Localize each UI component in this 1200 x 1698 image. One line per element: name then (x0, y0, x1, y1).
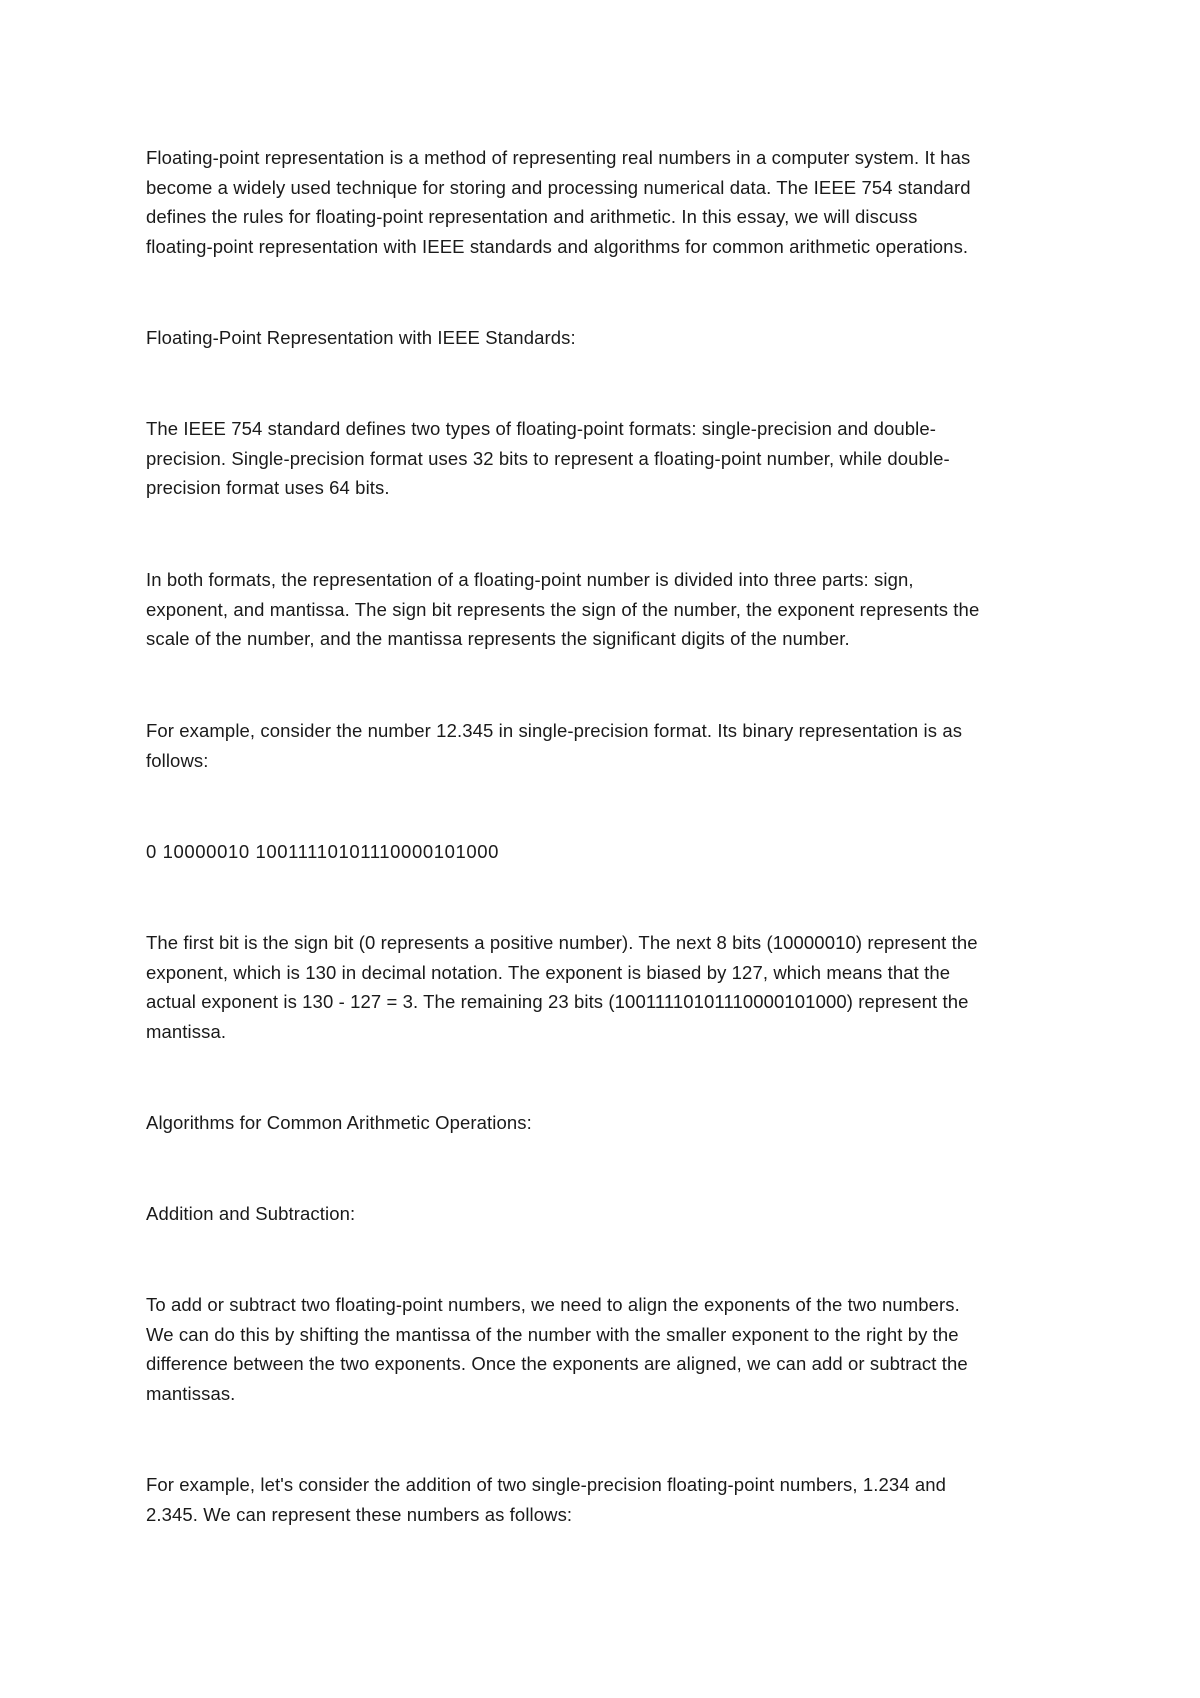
section-heading-ieee (146, 323, 1076, 353)
text-line: 2.345. We can represent these numbers as follows: (146, 1503, 573, 1525)
text-line: precision. Single-precision format uses 32 bits to represent a floating-point number, while double- (146, 447, 950, 469)
heading-text: Addition and Subtraction: (146, 1203, 356, 1224)
formats-paragraph (146, 414, 1076, 503)
text-line: difference between the two exponents. Once the exponents are aligned, we can add or subtract the (146, 1353, 968, 1374)
addition-example-paragraph (146, 1470, 1076, 1529)
text-line: exponent, which is 130 in decimal notation. The exponent is biased by 127, which means that the (146, 961, 951, 983)
example-intro-paragraph (146, 716, 1076, 775)
binary-representation (146, 837, 1076, 867)
parts-paragraph (146, 565, 1076, 654)
text-line: Floating-point representation is a method of representing real numbers in a computer system. It has (146, 147, 971, 168)
text-line: mantissa. (146, 1020, 227, 1042)
text-line: To add or subtract two floating-point numbers, we need to align the exponents of the two numbers. (146, 1294, 960, 1315)
text-line: For example, let's consider the addition of two single-precision floating-point numbers, 1.234 and (146, 1474, 947, 1495)
text-line: follows: (146, 749, 209, 771)
text-line: scale of the number, and the mantissa represents the significant digits of the number. (146, 628, 850, 649)
intro-paragraph (146, 143, 1076, 261)
explanation-paragraph (146, 928, 1076, 1046)
text-line: In both formats, the representation of a floating-point number is divided into three parts: sign, (146, 569, 914, 590)
section-heading-algorithms (146, 1108, 1076, 1138)
text-line: precision format uses 64 bits. (146, 477, 390, 498)
text-line: The IEEE 754 standard defines two types of floating-point formats: single-precision and double- (146, 418, 937, 439)
heading-text: Algorithms for Common Arithmetic Operations: (146, 1112, 532, 1133)
text-line: For example, consider the number 12.345 in single-precision format. Its binary representation is as (146, 720, 963, 741)
binary-text: 0 10000010 10011110101110000101000 (146, 841, 500, 862)
text-line: become a widely used technique for storing and processing numerical data. The IEEE 754 standard (146, 176, 971, 198)
text-line: floating-point representation with IEEE standards and algorithms for common arithmetic operations. (146, 235, 969, 257)
text-line: defines the rules for floating-point representation and arithmetic. In this essay, we will discuss (146, 206, 918, 227)
text-line: actual exponent is 130 - 127 = 3. The remaining 23 bits (10011110101110000101000) represent the (146, 991, 969, 1012)
heading-text: Floating-Point Representation with IEEE Standards: (146, 327, 576, 348)
text-line: The first bit is the sign bit (0 represents a positive number). The next 8 bits (10000010) represent the (146, 932, 978, 953)
text-line: We can do this by shifting the mantissa of the number with the smaller exponent to the right by the (146, 1323, 959, 1345)
subsection-heading-addsub (146, 1199, 1076, 1229)
addsub-paragraph (146, 1290, 1076, 1408)
text-line: mantissas. (146, 1382, 236, 1404)
text-line: exponent, and mantissa. The sign bit represents the sign of the number, the exponent represents the (146, 598, 980, 620)
